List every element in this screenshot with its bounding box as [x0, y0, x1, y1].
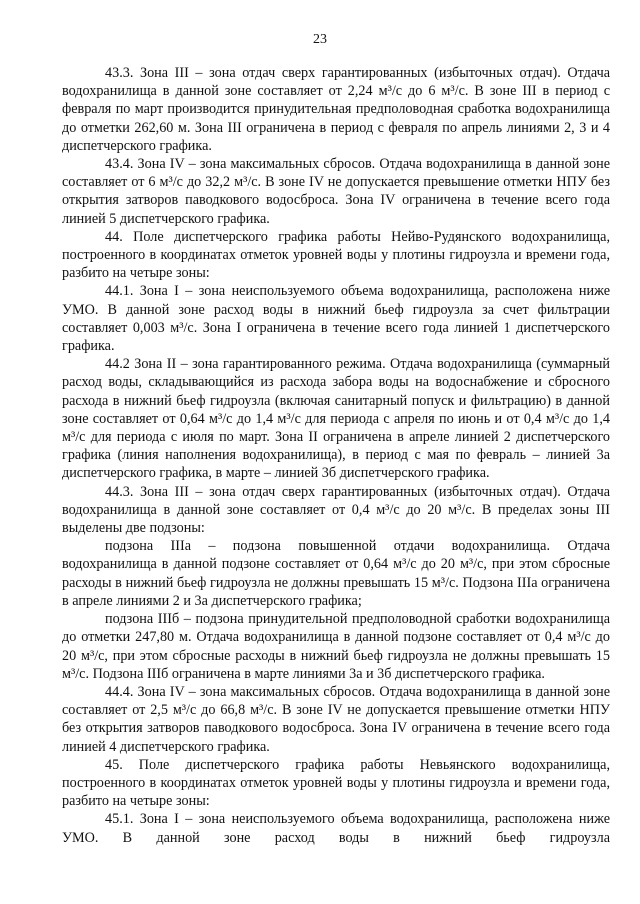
- paragraph-44-2: 44.2 Зона II – зона гарантированного режима. Отдача водохранилища (суммарный расход воды, складывающийся из расхода забора воды на водоснабжение и сбросного расхода в нижний бьеф гидроузла (включая санитарный попуск и фильтрацию) в данной зоне составляет от 0,64 м³/с до 1,4 м³/с для периода с апреля по июнь и от 0,4 м³/с до 1,4 м³/с для периода с июля по март. Зона II ограничена в апреле линией 2 диспетчерского графика (линия наполнения водохранилища), в период с мая по февраль – линией 3а диспетчерского графика, в марте – линией 3б диспетчерского графика.: [62, 356, 610, 482]
- paragraph-subzone-3a: подзона IIIа – подзона повышенной отдачи водохранилища. Отдача водохранилища в данной подзоне составляет от 0,64 м³/с до 20 м³/с, при этом сбросные расходы в нижний бьеф гидроузла не должны превышать 15 м³/с. Подзона IIIа ограничена в апреле линиями 2 и 3а диспетчерского графика;: [62, 538, 610, 609]
- paragraph-44-4: 44.4. Зона IV – зона максимальных сбросов. Отдача водохранилища в данной зоне составляет от 2,5 м³/с до 66,8 м³/с. В зоне IV не допускается превышение отметки НПУ без открытия затворов паводкового водосброса. Зона IV ограничена в течение всего года линией 4 диспетчерского графика.: [62, 683, 610, 755]
- paragraph-43-3: 43.3. Зона III – зона отдач сверх гарантированных (избыточных отдач). Отдача водохранилища в данной зоне составляет от 2,24 м³/с до 6 м³/с. В зоне III в период с февраля по март производится принудительная предполоводная сработка водохранилища до отметки 262,60 м. Зона III ограничена в период с февраля по апрель линиями 2, 3 и 4 диспетчерского графика.: [62, 65, 610, 154]
- document-body: [62, 64, 610, 847]
- paragraph-44: 44. Поле диспетчерского графика работы Нейво-Рудянского водохранилища, построенного в координатах отметок уровней воды у плотины гидроузла и времени года, разбито на четыре зоны:: [62, 228, 610, 282]
- paragraph-44-3: 44.3. Зона III – зона отдач сверх гарантированных (избыточных отдач). Отдача водохранилища в данной зоне составляет от 0,4 м³/с до 20 м³/с. В пределах зоны III выделены две подзоны:: [62, 483, 610, 537]
- paragraph-44-1: 44.1. Зона I – зона неиспользуемого объема водохранилища, расположена ниже УМО. В данной зоне расход воды в нижний бьеф гидроузла за счет фильтрации составляет 0,003 м³/с. Зона I ограничена в течение всего года линией 1 диспетчерского графика.: [62, 283, 610, 355]
- paragraph-45: 45. Поле диспетчерского графика работы Невьянского водохранилища, построенного в координатах отметок уровней воды у плотины гидроузла и времени года, разбито на четыре зоны:: [62, 756, 610, 810]
- paragraph-45-1: 45.1. Зона I – зона неиспользуемого объема водохранилища, расположена ниже УМО. В данной зоне расход воды в нижний бьеф гидроузла: [62, 811, 610, 846]
- paragraph-subzone-3b: подзона IIIб – подзона принудительной предполоводной сработки водохранилища до отметки 247,80 м. Отдача водохранилища в данной подзоне составляет от 0,4 м³/с до 20 м³/с, при этом сбросные расходы в нижний бьеф гидроузла не должны превышать 15 м³/с. Подзона IIIб ограничена в марте линиями 3а и 3б диспетчерского графика.: [62, 611, 610, 682]
- paragraph-43-4: 43.4. Зона IV – зона максимальных сбросов. Отдача водохранилища в данной зоне составляет от 6 м³/с до 32,2 м³/с. В зоне IV не допускается превышение отметки НПУ без открытия затворов паводкового водосброса. Зона IV ограничена в течение всего года линией 5 диспетчерского графика.: [62, 156, 610, 227]
- page-number: 23: [313, 32, 327, 47]
